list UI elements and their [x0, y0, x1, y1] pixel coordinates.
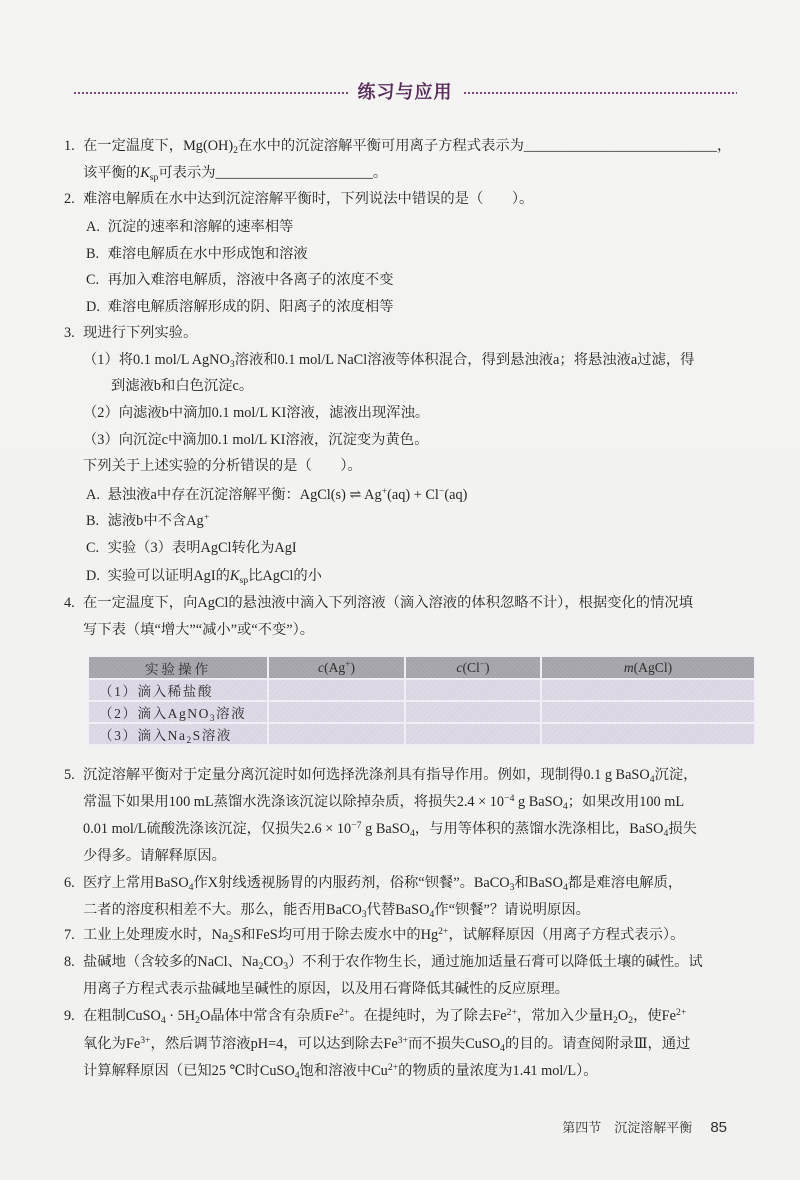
experiment-step-1	[83, 350, 694, 370]
option-text: 再加入难溶电解质，溶液中各离子的浓度不变	[107, 272, 394, 288]
row-operation: （3）滴入$Na_2S$溶液	[88, 723, 268, 745]
question-number: 6.	[64, 875, 75, 891]
header-c-cl: c(Cl−)	[405, 656, 541, 679]
question-9-line-2: 氧化为$Fe^{3+}$，然后调节溶液pH=4，可以达到除去$Fe^{3+}$而不损失CuSO$_4$的目的。请查阅附录Ⅲ，通过	[83, 1035, 691, 1055]
question-6-line-1: 医疗上常用BaSO$_4$作X射线透视肠胃的内服药剂，俗称“钡餐”。BaCO$_3$和BaSO$_4$都是难溶电解质，	[83, 875, 683, 894]
option-label: B.	[86, 513, 100, 529]
blank-cell	[405, 701, 541, 723]
blank-cell	[541, 701, 755, 723]
italic-symbol: K	[229, 568, 240, 584]
italic-symbol: K	[140, 165, 150, 181]
footer-section-name: 第四节 沉淀溶解平衡	[562, 1120, 693, 1135]
page-number: 85	[710, 1119, 727, 1136]
question-5-line-4: 少得多。请解释原因。	[83, 848, 226, 864]
superscript: 2+	[387, 1062, 399, 1074]
question-4-line-1: 在一定温度下，向AgCl的悬浊液中滴入下列溶液（滴入溶液的体积忽略不计），根据变化的情况填	[83, 595, 693, 611]
option-text: 滤液b中不含Ag+	[107, 512, 210, 529]
superscript: 3+	[397, 1035, 409, 1047]
option-label: B.	[86, 246, 100, 262]
superscript: 2+	[506, 1007, 517, 1019]
header-m-agcl: m(AgCl)	[541, 656, 755, 679]
question-number: 7.	[64, 927, 75, 943]
question-2-option-d	[86, 297, 394, 317]
blank-cell	[268, 723, 405, 745]
question-2-option-a	[86, 217, 293, 237]
results-table	[87, 655, 756, 746]
step-text: 向沉淀c中滴加0.1 mol/L KI溶液，沉淀变为黄色。	[118, 432, 429, 448]
question-3-option-d	[86, 566, 322, 586]
superscript: −7	[351, 820, 362, 832]
step-label: （1）	[83, 352, 119, 368]
blank-cell	[541, 679, 755, 701]
subscript: 4	[188, 882, 194, 894]
question-number: 9.	[64, 1008, 75, 1024]
question-3-option-b	[86, 511, 209, 531]
experiment-step-3	[83, 430, 428, 450]
table-row	[88, 679, 755, 701]
subscript: 4	[649, 774, 655, 786]
subscript: 2	[628, 1015, 634, 1027]
question-5-line-2: 常温下如果用100 mL蒸馏水洗涤该沉淀以除掉杂质，将损失$2.4 \times 10^{-4}$ g BaSO$_4$；如果改用100 mL	[83, 793, 685, 813]
blank-cell	[405, 723, 541, 745]
page-footer	[562, 1118, 727, 1138]
header-c-ag: c(Ag+)	[268, 656, 405, 679]
step-text: 将0.1 mol/L AgNO$_3$溶液和0.1 mol/L NaCl溶液等体积混合，得到悬浊液a；将悬浊液a过滤，得	[118, 352, 695, 371]
experiment-step-2	[83, 403, 429, 423]
subscript: 3	[283, 961, 289, 973]
question-number: 2.	[64, 191, 75, 207]
subscript: 4	[500, 1043, 506, 1055]
superscript: −	[438, 486, 445, 498]
question-2-option-b	[86, 244, 308, 264]
question-3-stem: 现进行下列实验。	[83, 325, 198, 341]
question-5-line-3: 0.01 mol/L硫酸洗涤该沉淀，仅损失$2.6 \times 10^{-7}$ g BaSO$_4$，与用等体积的蒸馏水洗涤相比，BaSO$_4$损失	[83, 820, 697, 840]
blank-cell	[405, 679, 541, 701]
question-3-option-c	[86, 538, 297, 558]
option-text: 难溶电解质在水中形成饱和溶液	[107, 246, 308, 262]
row-operation: （2）滴入AgNO$_3$溶液	[88, 701, 268, 723]
question-number: 5.	[64, 767, 75, 783]
section-header	[73, 83, 737, 103]
superscript: 2+	[438, 926, 449, 938]
superscript: 3+	[140, 1035, 151, 1047]
question-4-line-2: 写下表（填“增大”“减小”或“不变”）。	[83, 622, 315, 638]
step-label: （2）	[83, 405, 119, 421]
option-label: C.	[86, 540, 100, 556]
subscript: 4	[663, 828, 669, 840]
table-row	[88, 701, 755, 723]
question-number: 4.	[64, 595, 75, 611]
subscript: 3	[229, 359, 235, 371]
blank-cell	[541, 723, 755, 745]
question-6-line-2: 二者的溶度积相差不大。那么，能否用BaCO$_3$代替BaSO$_4$作“钡餐”？请说明原因。	[83, 902, 590, 921]
header-operation: 实验操作	[88, 656, 268, 679]
subscript: 4	[429, 909, 435, 921]
question-1-line-1: 在一定温度下，$Mg(OH)_2$在水中的沉淀溶解平衡可用离子方程式表示为___________________________，	[83, 138, 732, 157]
option-text: 实验可以证明AgI的$K_{sp}$比AgCl的小	[107, 568, 322, 587]
subscript: 2	[186, 734, 193, 745]
superscript: 2+	[338, 1007, 350, 1019]
subscript: 2	[258, 961, 264, 973]
step-text: 向滤液b中滴加0.1 mol/L KI溶液，滤液出现浑浊。	[118, 405, 430, 421]
subscript: 3	[209, 712, 217, 723]
subscript: 2	[228, 934, 234, 946]
subscript: 3	[509, 882, 515, 894]
option-text: 实验（3）表明AgCl转化为AgI	[107, 540, 297, 556]
question-1-line-2: 该平衡的$K_{sp}$可表示为______________________。	[83, 165, 388, 184]
question-9-line-1: 在粗制CuSO$_4$ · $5H_2O$晶体中常含有杂质$Fe^{2+}$。在提纯时，为了除去$Fe^{2+}$，常加入少量$H_2O_2$，使$Fe^{2+}$	[83, 1007, 687, 1027]
question-number: 8.	[64, 954, 75, 970]
question-2-stem: 难溶电解质在水中达到沉淀溶解平衡时，下列说法中错误的是（ ）。	[83, 191, 534, 207]
subscript: 4	[562, 882, 568, 894]
blank-cell	[268, 679, 405, 701]
question-8-line-1: 盐碱地（含较多的NaCl、$Na_2CO_3$）不利于农作物生长，通过施加适量石膏可以降低土壤的碱性。试	[83, 954, 703, 973]
superscript: +	[381, 486, 388, 498]
subscript: 2	[613, 1015, 618, 1027]
option-text: 难溶电解质溶解形成的阴、阳离子的浓度相等	[107, 299, 394, 315]
option-text: 沉淀的速率和溶解的速率相等	[107, 219, 294, 235]
row-operation: （1）滴入稀盐酸	[88, 679, 268, 701]
question-9-line-3: 计算解释原因（已知25 ℃时CuSO$_4$饱和溶液中$Cu^{2+}$的物质的量浓度为1.41 mol/L）。	[83, 1062, 598, 1082]
question-number: 1.	[64, 138, 75, 154]
step-label: （3）	[83, 432, 119, 448]
subscript: sp	[239, 575, 249, 587]
question-2-option-c	[86, 270, 394, 290]
question-5-line-1: 沉淀溶解平衡对于定量分离沉淀时如何选择洗涤剂具有指导作用。例如，现制得0.1 g BaSO$_4$沉淀，	[83, 767, 698, 786]
option-label: D.	[86, 299, 100, 315]
option-label: A.	[86, 487, 100, 503]
section-title: 练习与应用	[357, 82, 453, 103]
subscript: 2	[195, 1015, 200, 1027]
question-7-line-1: 工业上处理废水时，$Na_2S$和FeS均可用于除去废水中的$Hg^{2+}$，试解释原因（用离子方程式表示）。	[83, 926, 685, 946]
table-header-row	[88, 656, 755, 679]
experiment-step-1-continuation: 到滤液b和白色沉淀c。	[111, 378, 254, 394]
question-number: 3.	[64, 325, 75, 341]
superscript: +	[203, 512, 210, 524]
blank-cell	[268, 701, 405, 723]
dotted-rule-left	[73, 91, 348, 95]
question-3-option-a	[86, 485, 467, 505]
subscript: 2	[233, 145, 238, 157]
italic-symbol: c	[456, 659, 463, 675]
question-8-line-2: 用离子方程式表示盐碱地呈碱性的原因，以及用石膏降低其碱性的反应原理。	[83, 981, 570, 997]
question-3-prompt: 下列关于上述实验的分析错误的是（ ）。	[83, 458, 362, 474]
superscript: −4	[504, 793, 515, 805]
subscript: 4	[562, 801, 568, 813]
dotted-rule-right	[463, 91, 738, 95]
superscript: −	[479, 658, 486, 669]
option-label: A.	[86, 219, 100, 235]
subscript: 3	[361, 909, 367, 921]
subscript: sp	[149, 172, 159, 184]
option-text: 悬浊液a中存在沉淀溶解平衡：AgCl(s) ⇌ Ag+(aq) + Cl−(aq)	[107, 486, 468, 503]
subscript: 4	[410, 828, 415, 840]
italic-symbol: m	[623, 659, 634, 675]
superscript: +	[345, 658, 351, 669]
superscript: 2+	[675, 1007, 687, 1019]
subscript: 4	[160, 1015, 166, 1027]
table-row	[88, 723, 755, 745]
italic-symbol: c	[318, 659, 325, 675]
subscript: 4	[294, 1070, 300, 1082]
option-label: C.	[86, 272, 100, 288]
option-label: D.	[86, 568, 100, 584]
